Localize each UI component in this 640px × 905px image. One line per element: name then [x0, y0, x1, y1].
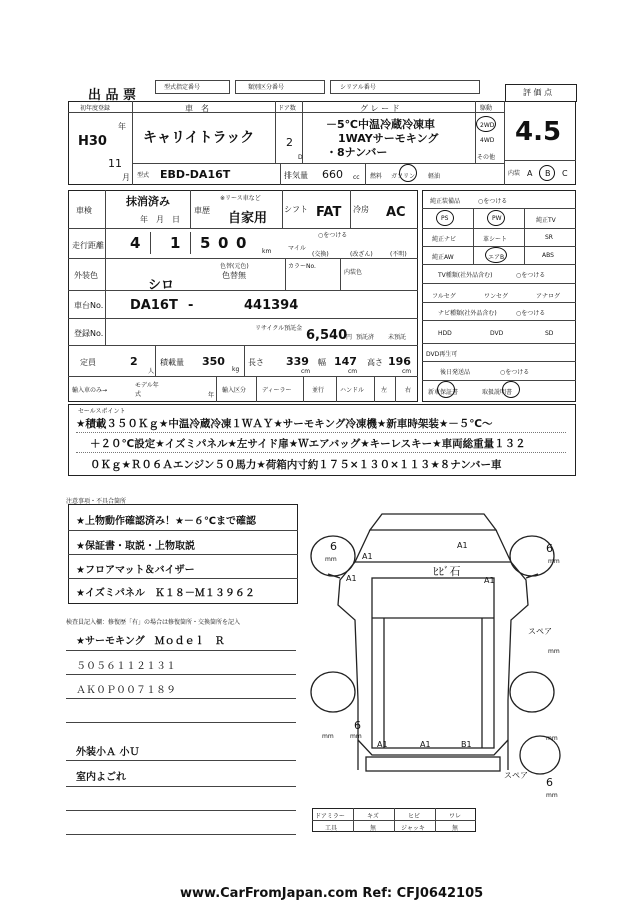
fuel-circle	[399, 164, 417, 182]
tire-front-right: 6	[546, 542, 553, 555]
spare-label-top: スペア	[528, 627, 552, 636]
grade-line-1: －5℃中温冷蔵冷凍車	[326, 118, 435, 131]
tire-spare: 6	[546, 776, 553, 789]
inspector-line-3: ＡＫ０Ｐ００７１８９	[76, 685, 176, 696]
inspector-line-7: 室内よごれ	[76, 772, 126, 783]
car-name: キャリイトラック	[143, 130, 255, 146]
usage-type: 自家用	[228, 211, 268, 226]
doors: 2	[286, 136, 293, 149]
displacement: 660	[322, 168, 343, 181]
footer-watermark: www.CarFromJapan.com Ref: CFJ0642105	[180, 886, 484, 901]
later-manual: 取扱説明書	[482, 389, 513, 396]
note-4: ★イズミパネル Ｋ１８－Ｍ１３９６２	[76, 588, 255, 599]
drive-2wd: 2WD	[480, 122, 495, 129]
spare-label-bottom: スペア	[504, 771, 528, 780]
mileage-digit-2: 1	[170, 234, 181, 252]
damage-label-7: B1	[461, 740, 472, 749]
mileage-digit-4: 0	[218, 234, 229, 252]
ac-type: AC	[386, 205, 406, 220]
diagram-center-label: ﾋﾋﾞ石	[433, 565, 461, 578]
equip-aw: 純正AW	[432, 254, 454, 261]
equip-airbag: エアB	[488, 254, 505, 261]
note-1: ★上物動作確認済み！★－６℃まで確認	[76, 516, 257, 527]
damage-label-2: A1	[362, 552, 373, 561]
sales-line-2: ＋２０℃設定★イズミパネル★左サイド扉★Ｗエアバッグ★キーレスキー★車両総重量１３２	[90, 438, 526, 450]
equip-abs: ABS	[542, 252, 554, 259]
height: 196	[388, 355, 411, 368]
mileage-digit-3: 5	[200, 234, 211, 252]
width: 147	[334, 355, 357, 368]
equip-leather: 革シート	[483, 236, 508, 243]
damage-label-6: A1	[377, 740, 388, 749]
equip-tv: 純正TV	[536, 217, 556, 224]
inspector-line-1: ★サーモキング Ｍｏｄｅｌ Ｒ	[76, 636, 225, 647]
inspection-status: 抹消済み	[126, 195, 170, 208]
shift-type: FAT	[316, 205, 342, 220]
grade-label: グ レ ー ド	[360, 104, 400, 113]
equip-navi: 純正ナビ	[432, 236, 457, 243]
grade-line-3: ・8ナンバー	[326, 146, 388, 159]
length: 339	[286, 355, 309, 368]
first-reg-label: 初年度登録	[80, 105, 111, 112]
capacity: 2	[130, 355, 138, 368]
first-reg-month: 11	[108, 157, 122, 170]
damage-label-3: A1	[484, 576, 495, 585]
later-warranty: 新車保証書	[428, 389, 459, 396]
damage-label-1: A1	[457, 541, 468, 550]
damage-label-5: A1	[420, 740, 431, 749]
equip-ps: PS	[441, 215, 449, 222]
type-cert-label: 型式指定番号	[164, 84, 201, 91]
fuel-gasoline: ガソリン	[391, 173, 416, 180]
interior-circle	[539, 165, 555, 181]
mileage-digit-1: 4	[130, 234, 141, 252]
chassis-number: 441394	[244, 298, 299, 313]
drive-circle	[476, 116, 496, 132]
exterior-color: シロ	[148, 278, 175, 293]
tire-rear-left: 6	[354, 719, 361, 732]
sales-line-3: ０Ｋｇ★Ｒ０６Ａエンジン５０馬力★荷箱内寸約１７５×１３０×１１３★８ナンバー車	[90, 459, 502, 471]
vehicle-damage-diagram	[300, 500, 580, 820]
chassis-prefix: DA16T	[130, 298, 178, 313]
tire-front-left: 6	[330, 540, 337, 553]
damage-label-4: A1	[346, 574, 357, 583]
equip-pw: PW	[492, 215, 502, 222]
model-code: EBD-DA16T	[160, 168, 231, 181]
note-2: ★保証書・取説・上物取説	[76, 541, 195, 552]
recycle-fee: 6,540	[306, 328, 348, 343]
repaint-status: 色替無	[222, 271, 246, 280]
mileage-digit-5: 0	[236, 234, 247, 252]
serial-label: シリアル番号	[340, 84, 376, 91]
sheet-title: 出 品 票	[88, 88, 137, 103]
category-label: 類別区分番号	[248, 84, 285, 91]
inspector-line-2: ５０５６１１２１３１	[76, 661, 176, 672]
equip-sr: SR	[545, 234, 553, 241]
grade-line-2: 1WAYサーモキング	[338, 132, 439, 145]
score-value: 4.5	[515, 117, 562, 147]
load-capacity: 350	[202, 355, 225, 368]
inspector-line-6: 外装小Ａ 小Ｕ	[76, 747, 140, 758]
car-name-label: 車 名	[185, 104, 209, 113]
score-label: 評 価 点	[523, 88, 553, 97]
sales-line-1: ★積載３５０Ｋｇ★中温冷蔵冷凍１ＷＡＹ★サーモキング冷凍機★新車時架装★－５℃～	[76, 418, 493, 430]
note-3: ★フロアマット＆バイザー	[76, 565, 195, 576]
first-reg-year: H30	[78, 134, 107, 149]
